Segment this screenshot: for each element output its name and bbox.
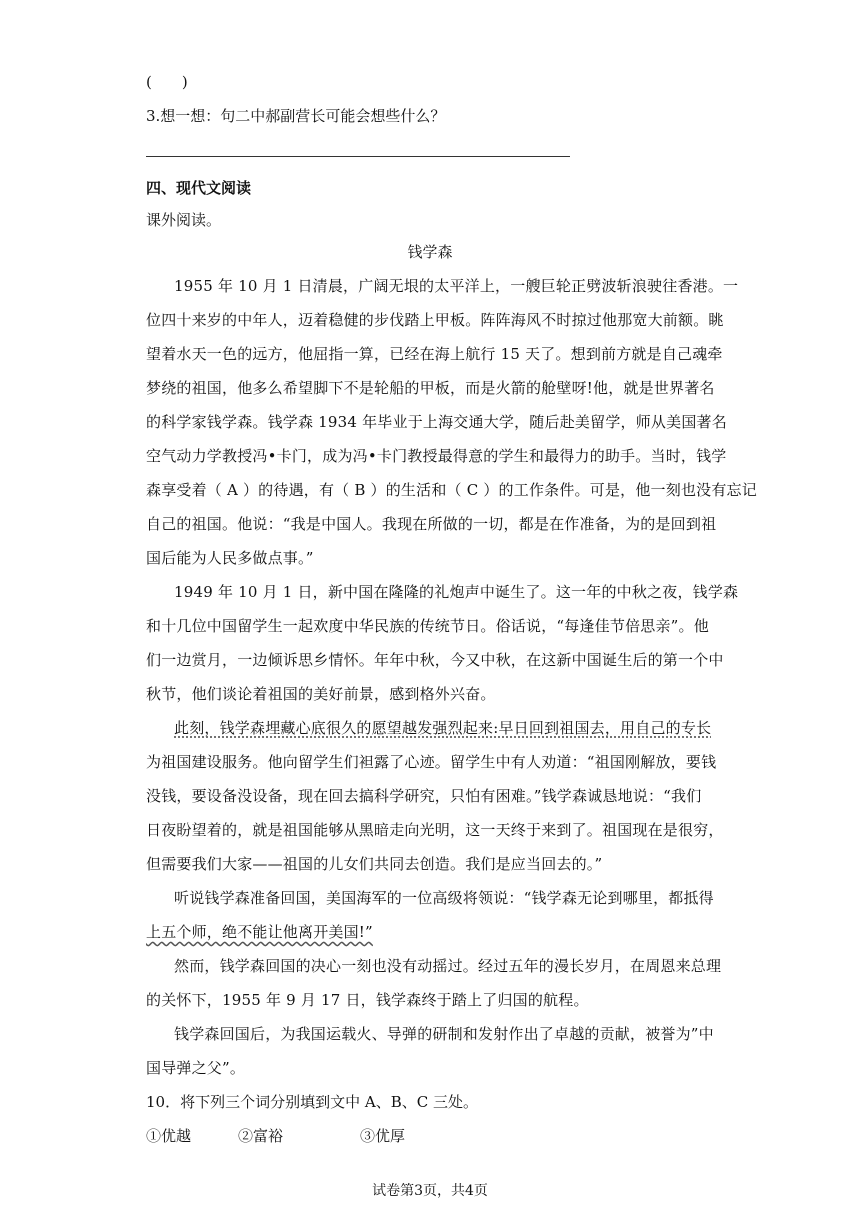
article-title: 钱学森: [407, 243, 453, 261]
article-line: 们一边赏月，一边倾诉思乡情怀。年年中秋，今又中秋，在这新中国诞生后的第一个中: [146, 651, 724, 669]
article-line: 钱学森回国后，为我国运载火、导弹的研制和发射作出了卓越的贡献，被誉为”中: [174, 1025, 714, 1043]
question-10: 10．将下列三个词分别填到文中 A、B、C 三处。: [146, 1093, 478, 1111]
article-line: 位四十来岁的中年人，迈着稳健的步伐踏上甲板。阵阵海风不时掠过他那宽大前额。眺: [146, 311, 724, 329]
article-line: 的科学家钱学森。钱学森 1934 年毕业于上海交通大学，随后赴美留学，师从美国著名: [146, 413, 727, 431]
article-line: 为祖国建设服务。他向留学生们袒露了心迹。留学生中有人劝道：“祖国刚解放，要钱: [146, 753, 717, 771]
article-line: 森享受着（ A ）的待遇，有（ B ）的生活和（ C ）的工作条件。可是，他一刻也没有忘记: [146, 481, 757, 499]
article-line: 1949 年 10 月 1 日，新中国在隆隆的礼炮声中诞生了。这一年的中秋之夜，钱学森: [174, 583, 739, 601]
article-line: 的关怀下，1955 年 9 月 17 日，钱学森终于踏上了归国的航程。: [146, 991, 589, 1009]
article-line-wavy-emphasis: 上五个师，绝不能让他离开美国!”: [146, 923, 373, 941]
article-line: 但需要我们大家——祖国的儿女们共同去创造。我们是应当回去的。”: [146, 855, 603, 873]
section-subheading: 课外阅读。: [146, 211, 222, 229]
option-1: ①优越: [146, 1127, 192, 1145]
article-line: 望着水天一色的远方，他屈指一算，已经在海上航行 15 天了。想到前方就是自己魂牵: [146, 345, 723, 363]
article-line: 空气动力学教授冯•卡门，成为冯•卡门教授最得意的学生和最得力的助手。当时，钱学: [146, 447, 727, 465]
option-3: ③优厚: [360, 1127, 406, 1145]
article-line: 1955 年 10 月 1 日清晨，广阔无垠的太平洋上，一艘巨轮正劈波斩浪驶往香港。一: [174, 277, 739, 295]
article-line: 自己的祖国。他说：“我是中国人。我现在所做的一切，都是在作准备，为的是回到祖: [146, 515, 717, 533]
article-line: 梦绕的祖国，他多么希望脚下不是轮船的甲板，而是火箭的舱壁呀!他，就是世界著名: [146, 379, 715, 397]
section-heading: 四、现代文阅读: [146, 179, 252, 197]
answer-parenthesis: ( ): [146, 73, 188, 91]
article-line-wavy-emphasis: 听说钱学森准备回国，美国海军的一位高级将领说：“钱学森无论到哪里，都抵得: [174, 889, 714, 907]
article-line: 和十几位中国留学生一起欢度中华民族的传统节日。俗话说，“每逢佳节倍思亲”。他: [146, 617, 709, 635]
article-line-dotted-emphasis: 此刻，钱学森埋藏心底很久的愿望越发强烈起来:早日回到祖国去，用自己的专长: [174, 719, 712, 737]
option-2: ②富裕: [238, 1127, 284, 1145]
article-line: 秋节，他们谈论着祖国的美好前景，感到格外兴奋。: [146, 685, 496, 703]
article-line: 日夜盼望着的，就是祖国能够从黑暗走向光明，这一天终于来到了。祖国现在是很穷，: [146, 821, 724, 839]
article-line: 国导弹之父”。: [146, 1059, 246, 1077]
page-footer: 试卷第3页，共4页: [372, 1183, 488, 1199]
article-line: 没钱，要设备没设备，现在回去搞科学研究，只怕有困难。”钱学森诚恳地说：“我们: [146, 787, 702, 805]
answer-blank-line: [146, 156, 570, 157]
question-3: 3.想一想：句二中郝副营长可能会想些什么？: [146, 107, 446, 125]
article-line: 然而，钱学森回国的决心一刻也没有动摇过。经过五年的漫长岁月，在周恩来总理: [174, 957, 722, 975]
article-line: 国后能为人民多做点事。”: [146, 549, 314, 567]
